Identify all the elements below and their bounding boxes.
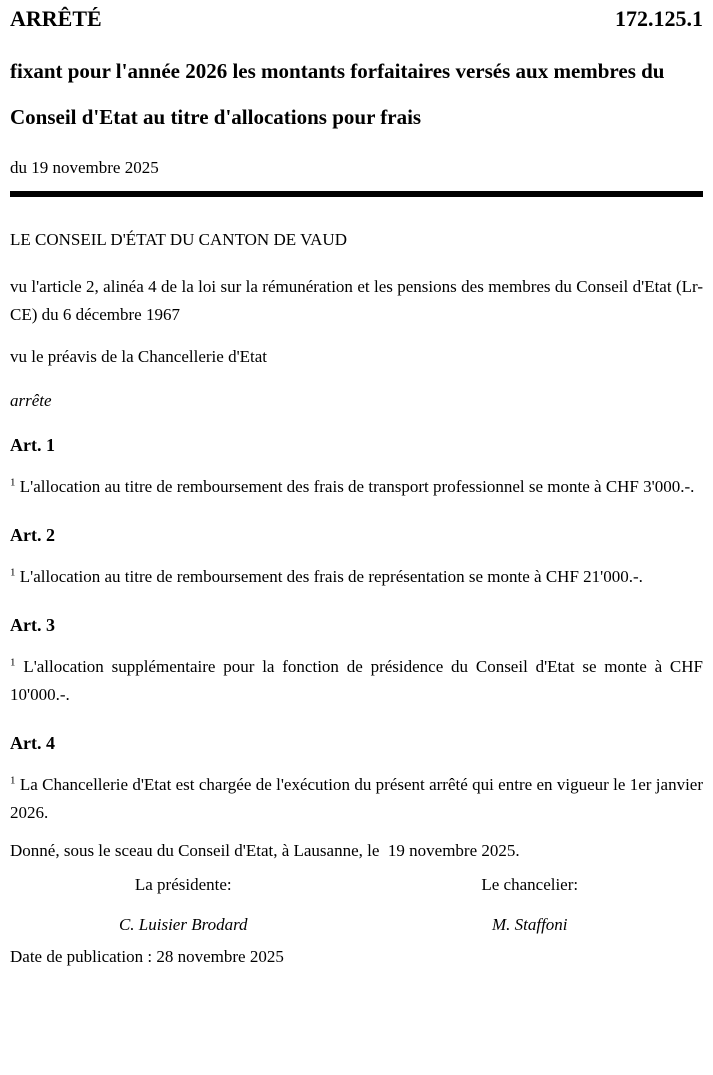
document-kind-label: ARRÊTÉ bbox=[10, 6, 102, 31]
document-title: fixant pour l'année 2026 les montants forfaitaires versés aux membres du Conseil d'Etat au titre d'allocations pour frais bbox=[10, 59, 665, 129]
article-2-text bbox=[10, 563, 703, 591]
article-4-heading: Art. 4 bbox=[10, 733, 55, 753]
article-3-heading: Art. 3 bbox=[10, 615, 55, 635]
article-4-text bbox=[10, 771, 703, 827]
signature-role-chancellor: Le chancelier: bbox=[481, 875, 579, 894]
article-1-heading: Art. 1 bbox=[10, 435, 55, 455]
horizontal-rule bbox=[10, 191, 703, 197]
signature-name-chancellor: M. Staffoni bbox=[491, 915, 568, 934]
decree-date: du 19 novembre 2025 bbox=[10, 158, 159, 177]
signature-name-president: C. Luisier Brodard bbox=[118, 915, 248, 934]
article-3-body-text: L'allocation supplémentaire pour la fonction de présidence du Conseil d'Etat se monte à CHF 10'000.-. bbox=[10, 657, 704, 704]
article-1-body-text: L'allocation au titre de remboursement des frais de transport professionnel se monte à CHF 3'000.-. bbox=[19, 477, 695, 496]
reference-number: 172.125.1 bbox=[615, 6, 703, 31]
paragraph-number-superscript: 1 bbox=[10, 774, 16, 787]
closing-formula: Donné, sous le sceau du Conseil d'Etat, à Lausanne, le 19 novembre 2025. bbox=[10, 841, 520, 860]
recital-legal-basis: vu l'article 2, alinéa 4 de la loi sur la rémunération et les pensions des membres du Conseil d'Etat (Lr-CE) du 6 décembre 1967 bbox=[10, 277, 703, 324]
enacting-word: arrête bbox=[10, 391, 52, 410]
signature-role-president: La présidente: bbox=[134, 875, 232, 894]
publication-date: Date de publication : 28 novembre 2025 bbox=[10, 947, 284, 966]
article-4-body-text: La Chancellerie d'Etat est chargée de l'exécution du présent arrêté qui entre en vigueur le 1er janvier 2026. bbox=[10, 775, 704, 822]
article-3-text bbox=[10, 653, 703, 709]
document-header bbox=[10, 6, 703, 32]
article-1-text bbox=[10, 473, 703, 501]
recital-preavis: vu le préavis de la Chancellerie d'Etat bbox=[10, 347, 268, 366]
issuing-authority: LE CONSEIL D'ÉTAT DU CANTON DE VAUD bbox=[10, 230, 347, 249]
paragraph-number-superscript: 1 bbox=[10, 566, 16, 579]
paragraph-number-superscript: 1 bbox=[10, 656, 16, 669]
article-2-body-text: L'allocation au titre de remboursement des frais de représentation se monte à CHF 21'000.-. bbox=[19, 567, 643, 586]
signature-roles-row bbox=[10, 873, 703, 897]
article-2-heading: Art. 2 bbox=[10, 525, 55, 545]
signature-names-row bbox=[10, 913, 703, 937]
paragraph-number-superscript: 1 bbox=[10, 476, 16, 489]
